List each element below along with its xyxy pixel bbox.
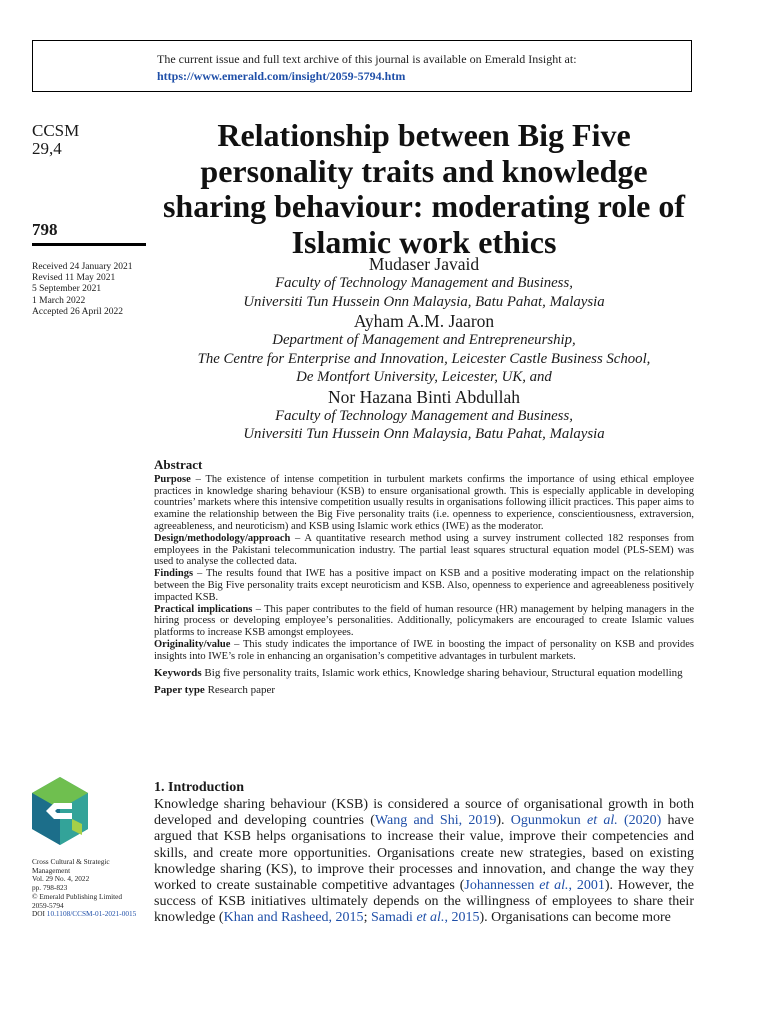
date-revised-3: 1 March 2022 [32, 295, 86, 306]
abstract-design [154, 533, 694, 568]
emerald-hexagon-logo-icon [28, 775, 92, 847]
citation-etal: et al. [534, 878, 569, 894]
keywords-label: Keywords [154, 666, 202, 679]
paper-type-text: Research paper [204, 683, 276, 696]
abstract-text: – A quantitative research method using a survey instrument collected 182 responses from employees in the Pakistani telecommunication industry. The partial least squares structural equation model (PLS-SEM) was used to analyse the collected data. [154, 532, 694, 568]
issn: 2059-5794 [32, 900, 64, 910]
article-title: Relationship between Big Five personality traits and knowledge sharing behaviour: moderating role of Islamic work ethics [162, 117, 686, 260]
citation-etal: et al. [580, 813, 618, 829]
citation-link[interactable] [464, 878, 604, 893]
citation-author: Ogunmokun [510, 813, 581, 829]
journal-code [32, 122, 79, 158]
citation-author: Samadi [370, 910, 413, 926]
abstract-text: – The existence of intense competition in turbulent markets confirms the importance of using ethical employee practices in knowledge sharing behaviour (KSB) to ensure organisational growth. This is especially applicable in developing countries’ markets where this intensive competition usually results in organisations following illicit practices. This paper aims to examine the relationship between the Big Five personality traits (i.e. openness to experience, conscientiousness, extraversion, agreeableness, and neuroticism) and KSB using Islamic work ethics (IWE) as the moderator. [154, 473, 694, 532]
keywords [154, 666, 694, 681]
abstract-heading: Abstract [154, 457, 203, 472]
author-affiliation-line: Faculty of Technology Management and Business, [275, 407, 573, 424]
header-box [32, 40, 692, 92]
abstract-practical [154, 604, 694, 639]
abstract-label: Design/methodology/approach [154, 532, 291, 544]
body-text: ). However, the success of KSB initiatives ultimately depends on the willingness of employees to share their knowledge ( [154, 878, 695, 926]
intro-paragraph [154, 797, 694, 927]
copyright: © Emerald Publishing Limited [32, 891, 123, 901]
journal-name-line1: Cross Cultural & Strategic [32, 857, 110, 866]
author-affiliation-line: De Montfort University, Leicester, UK, and [296, 369, 552, 385]
date-accepted: Accepted 26 April 2022 [32, 306, 124, 317]
citation-link[interactable] [511, 813, 662, 828]
abstract-text: – The results found that IWE has a positive impact on KSB and a positive moderating impact on the relationship between the Big Five personality traits except neuroticism and KSB. Also, openness to experience and agreeableness positively impacted KSB. [154, 568, 694, 603]
section-heading: 1. Introduction [154, 780, 244, 795]
author-affiliation-line: Faculty of Technology Management and Business, [275, 275, 573, 291]
abstract-text: – This paper contributes to the field of human resource (HR) management by helping managers in the hiring process or developing employee’s personalities. Additionally, policymakers are encouraged to create Islamic values platforms to increase KSB amongst employees. [154, 603, 694, 639]
abstract-label: Originality/value [154, 638, 231, 650]
journal-volume-issue: Vol. 29 No. 4, 2022 [32, 874, 90, 884]
journal-meta [32, 858, 136, 919]
citation-year: , 2015 [444, 910, 480, 926]
date-received: Received 24 January 2021 [32, 262, 133, 272]
body-text: Knowledge sharing behaviour (KSB) is considered a source of organisational growth in both developed and developing countries ( [154, 797, 694, 829]
author-affiliation-line: Department of Management and Entrepreneurship, [272, 332, 576, 348]
abstract-originality [154, 639, 694, 663]
submission-dates [32, 262, 133, 318]
author-affiliation-line: Universiti Tun Hussein Onn Malaysia, Batu Pahat, Malaysia [243, 426, 605, 442]
header-notice: The current issue and full text archive of this journal is available on Emerald Insight at: [157, 52, 577, 66]
journal-abbrev: CCSM [32, 121, 80, 140]
page-rule [32, 243, 146, 246]
doi-link[interactable]: 10.1108/CCSM-01-2021-0015 [46, 909, 137, 919]
abstract-purpose [154, 474, 694, 533]
abstract [154, 459, 694, 698]
journal-volume: 29,4 [32, 139, 62, 158]
author-affiliation-line: Universiti Tun Hussein Onn Malaysia, Batu Pahat, Malaysia [243, 293, 605, 310]
date-revised-2: 5 September 2021 [32, 284, 102, 295]
citation-etal: et al. [412, 910, 445, 926]
author-name: Nor Hazana Binti Abdullah [328, 386, 520, 407]
author-affiliation-line: The Centre for Enterprise and Innovation, Leicester Castle Business School, [197, 350, 651, 367]
paper-type [154, 683, 694, 698]
abstract-label: Findings [154, 568, 194, 580]
journal-name-line2: Management [32, 865, 71, 875]
citation-link[interactable]: Wang and Shi, 2019 [374, 813, 497, 829]
date-revised-1: Revised 11 May 2021 [32, 273, 116, 284]
citation-author: Johannessen [464, 878, 535, 894]
citation-link[interactable]: Khan and Rasheed, 2015 [223, 910, 364, 926]
body-text: ). [496, 813, 511, 829]
citation-year: (2020) [617, 813, 662, 829]
citation-link[interactable] [371, 910, 480, 925]
body-text: have argued that KSB helps organisations to increase their value, improve their competencies and skills, and create more opportunities. Organisations create new strategies, based on existing knowledge sharing (KS), to improve their processes and innovation, and change the way they worked to create sustainable competitive advantages ( [154, 813, 694, 894]
abstract-findings [154, 568, 694, 603]
body-text: ; [363, 910, 371, 926]
page-number: 798 [32, 220, 58, 239]
abstract-text: – This study indicates the importance of IWE in boosting the impact of personality on KSB and provides insights into IWE’s role in enhancing an organisation’s competitive advantages in turbulent markets. [154, 638, 694, 662]
citation-year: , 2001 [568, 878, 605, 894]
abstract-label: Practical implications [154, 603, 253, 615]
author-name: Ayham A.M. Jaaron [353, 311, 495, 331]
journal-pages: pp. 798-823 [32, 883, 68, 893]
keywords-text: Big five personality traits, Islamic work ethics, Knowledge sharing behaviour, Structural equation modelling [201, 666, 683, 679]
abstract-label: Purpose [154, 473, 191, 485]
authors-block [150, 254, 698, 444]
doi-line [32, 910, 136, 919]
journal-url-link[interactable]: https://www.emerald.com/insight/2059-5794.htm [157, 69, 406, 83]
body-text: ). Organisations can become more [479, 910, 671, 926]
paper-type-label: Paper type [154, 683, 205, 696]
doi-label: DOI [32, 909, 47, 919]
author-name: Mudaser Javaid [368, 254, 480, 274]
